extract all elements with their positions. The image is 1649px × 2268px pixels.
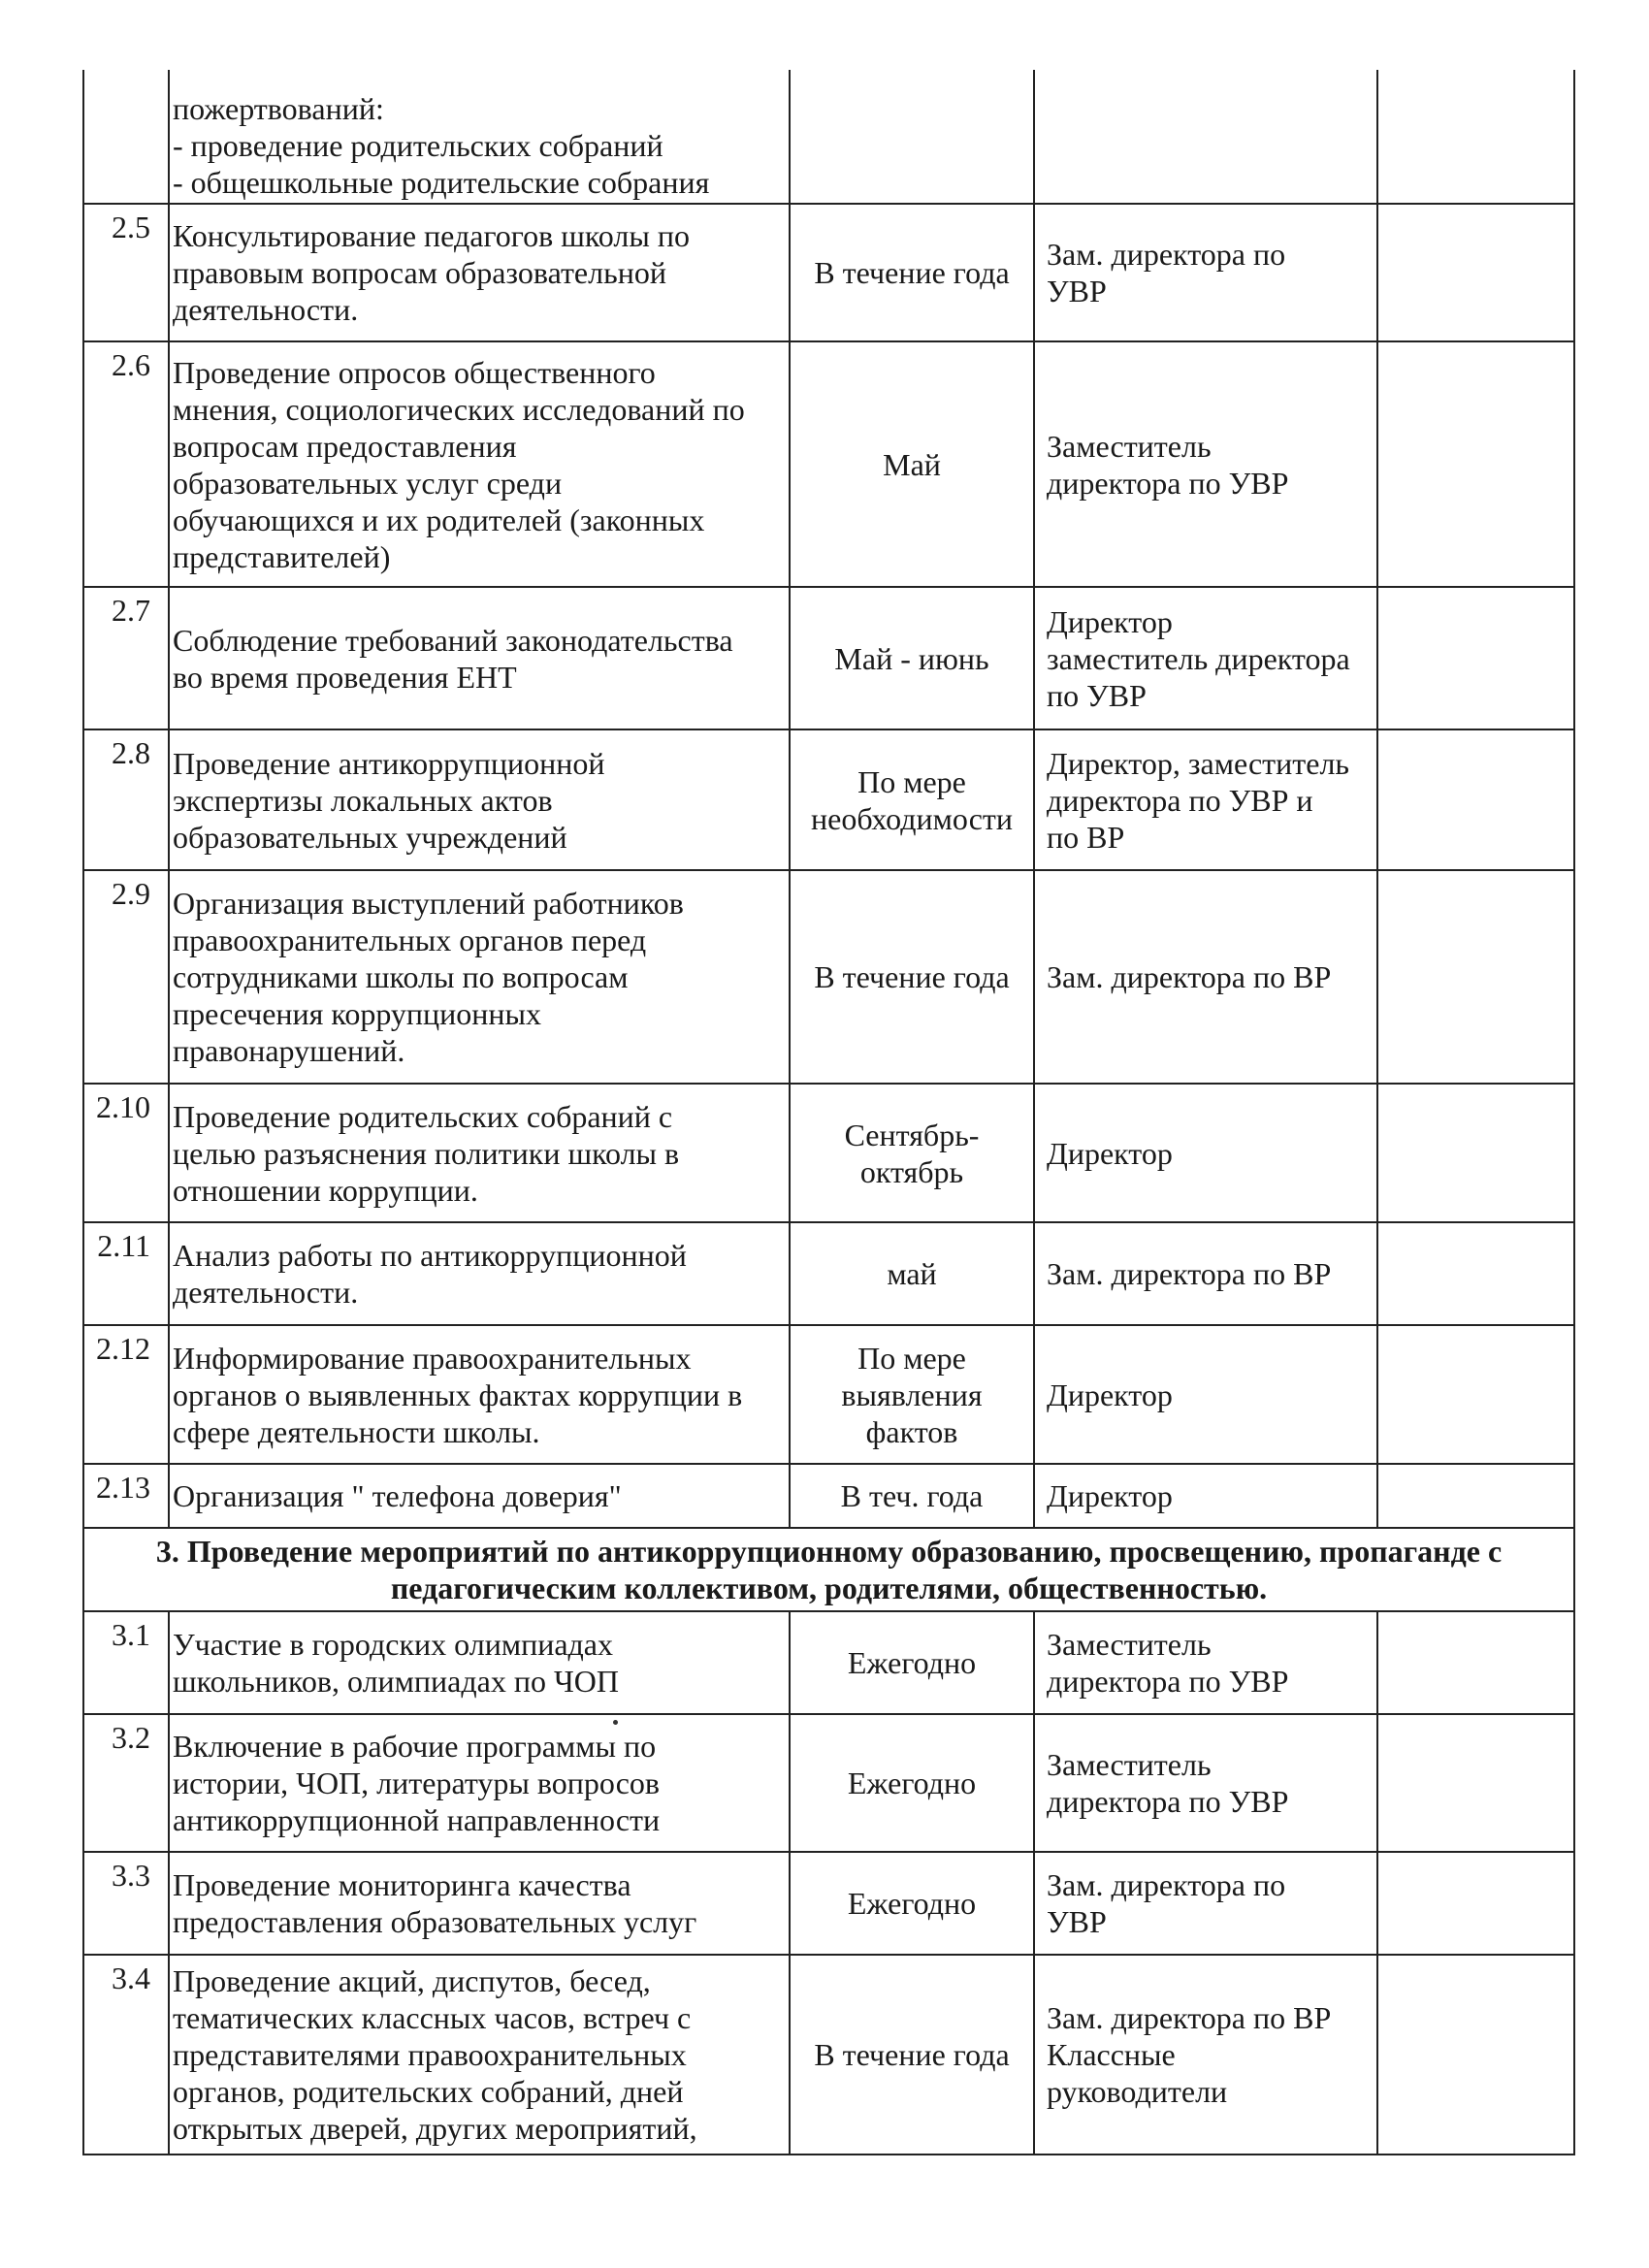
note-cell <box>1377 341 1574 587</box>
table-row-continuation <box>83 70 1574 204</box>
note-cell <box>1377 1464 1574 1528</box>
term-cell: Ежегодно <box>790 1611 1034 1714</box>
measure-cell: Проведение родительских собраний с целью разъяснения политики школы в отношении коррупции. <box>169 1084 790 1222</box>
term-cell: Ежегодно <box>790 1714 1034 1852</box>
number-cell: 3.4 <box>83 1955 169 2155</box>
responsible-cell: Директор, заместитель директора по УВР и по ВР <box>1034 729 1377 870</box>
responsible-cell <box>1034 70 1377 204</box>
term-cell: В течение года <box>790 870 1034 1084</box>
number-cell <box>83 70 169 204</box>
term-cell: Май <box>790 341 1034 587</box>
number-cell: 2.12 <box>83 1325 169 1464</box>
number-cell: 2.13 <box>83 1464 169 1528</box>
note-cell <box>1377 870 1574 1084</box>
responsible-cell: Зам. директора по ВР <box>1034 1222 1377 1325</box>
measure-cell: Участие в городских олимпиадах школьников, олимпиадах по ЧОП <box>169 1611 790 1714</box>
note-cell <box>1377 1611 1574 1714</box>
responsible-cell: Директор <box>1034 1084 1377 1222</box>
measure-cell: Организация выступлений работников правоохранительных органов перед сотрудниками школы по вопросам пресечения коррупционных правонарушений. <box>169 870 790 1084</box>
note-cell <box>1377 587 1574 729</box>
table-row <box>83 1955 1574 2155</box>
table-row <box>83 587 1574 729</box>
number-cell: 2.10 <box>83 1084 169 1222</box>
responsible-cell: Заместитель директора по УВР <box>1034 1611 1377 1714</box>
responsible-cell: Заместитель директора по УВР <box>1034 1714 1377 1852</box>
responsible-cell: Зам. директора по ВР Классные руководители <box>1034 1955 1377 2155</box>
table-row <box>83 729 1574 870</box>
scan-speck <box>613 1720 618 1725</box>
note-cell <box>1377 1325 1574 1464</box>
term-cell: Май - июнь <box>790 587 1034 729</box>
number-cell: 2.9 <box>83 870 169 1084</box>
measure-cell: Проведение мониторинга качества предоставления образовательных услуг <box>169 1852 790 1955</box>
responsible-cell: Заместитель директора по УВР <box>1034 341 1377 587</box>
number-cell: 2.7 <box>83 587 169 729</box>
action-plan-table <box>82 70 1575 2155</box>
term-cell: Сентябрь- октябрь <box>790 1084 1034 1222</box>
measure-cell: Консультирование педагогов школы по правовым вопросам образовательной деятельности. <box>169 204 790 341</box>
table-row <box>83 1325 1574 1464</box>
note-cell <box>1377 204 1574 341</box>
table-row <box>83 204 1574 341</box>
measure-cell: Включение в рабочие программы по истории, ЧОП, литературы вопросов антикоррупционной направленности <box>169 1714 790 1852</box>
responsible-cell: Директор <box>1034 1464 1377 1528</box>
section-heading-row <box>83 1528 1574 1611</box>
measure-cell: Проведение акций, диспутов, бесед, тематических классных часов, встреч с представителями правоохранительных органов, родительских собраний, дней открытых дверей, других мероприятий, <box>169 1955 790 2155</box>
measure-cell: Информирование правоохранительных органов о выявленных фактах коррупции в сфере деятельности школы. <box>169 1325 790 1464</box>
term-cell <box>790 70 1034 204</box>
note-cell <box>1377 1955 1574 2155</box>
note-cell <box>1377 729 1574 870</box>
note-cell <box>1377 70 1574 204</box>
note-cell <box>1377 1852 1574 1955</box>
number-cell: 2.5 <box>83 204 169 341</box>
term-cell: В течение года <box>790 204 1034 341</box>
number-cell: 3.1 <box>83 1611 169 1714</box>
responsible-cell: Директор заместитель директора по УВР <box>1034 587 1377 729</box>
number-cell: 2.8 <box>83 729 169 870</box>
term-cell: Ежегодно <box>790 1852 1034 1955</box>
section-title: 3. Проведение мероприятий по антикоррупционному образованию, просвещению, пропаганде с педагогическим коллективом, родителями, общественностью. <box>83 1528 1574 1611</box>
table-row <box>83 870 1574 1084</box>
table-row <box>83 1714 1574 1852</box>
table-row <box>83 1464 1574 1528</box>
term-cell: май <box>790 1222 1034 1325</box>
measure-cell: Проведение опросов общественного мнения, социологических исследований по вопросам предоставления образовательных услуг среди обучающихся и их родителей (законных представителей) <box>169 341 790 587</box>
number-cell: 3.2 <box>83 1714 169 1852</box>
measure-cell: пожертвований: - проведение родительских собраний - общешкольные родительские собрания <box>169 70 790 204</box>
measure-cell: Анализ работы по антикоррупционной деятельности. <box>169 1222 790 1325</box>
measure-cell: Проведение антикоррупционной экспертизы локальных актов образовательных учреждений <box>169 729 790 870</box>
note-cell <box>1377 1222 1574 1325</box>
responsible-cell: Директор <box>1034 1325 1377 1464</box>
responsible-cell: Зам. директора по ВР <box>1034 870 1377 1084</box>
term-cell: В теч. года <box>790 1464 1034 1528</box>
note-cell <box>1377 1084 1574 1222</box>
measure-cell: Организация " телефона доверия" <box>169 1464 790 1528</box>
table-row <box>83 341 1574 587</box>
note-cell <box>1377 1714 1574 1852</box>
table-row <box>83 1084 1574 1222</box>
table-row <box>83 1852 1574 1955</box>
table-row <box>83 1611 1574 1714</box>
measure-cell: Соблюдение требований законодательства во время проведения ЕНТ <box>169 587 790 729</box>
term-cell: По мере выявления фактов <box>790 1325 1034 1464</box>
number-cell: 3.3 <box>83 1852 169 1955</box>
table-row <box>83 1222 1574 1325</box>
number-cell: 2.11 <box>83 1222 169 1325</box>
term-cell: По мере необходимости <box>790 729 1034 870</box>
term-cell: В течение года <box>790 1955 1034 2155</box>
responsible-cell: Зам. директора по УВР <box>1034 1852 1377 1955</box>
responsible-cell: Зам. директора по УВР <box>1034 204 1377 341</box>
number-cell: 2.6 <box>83 341 169 587</box>
